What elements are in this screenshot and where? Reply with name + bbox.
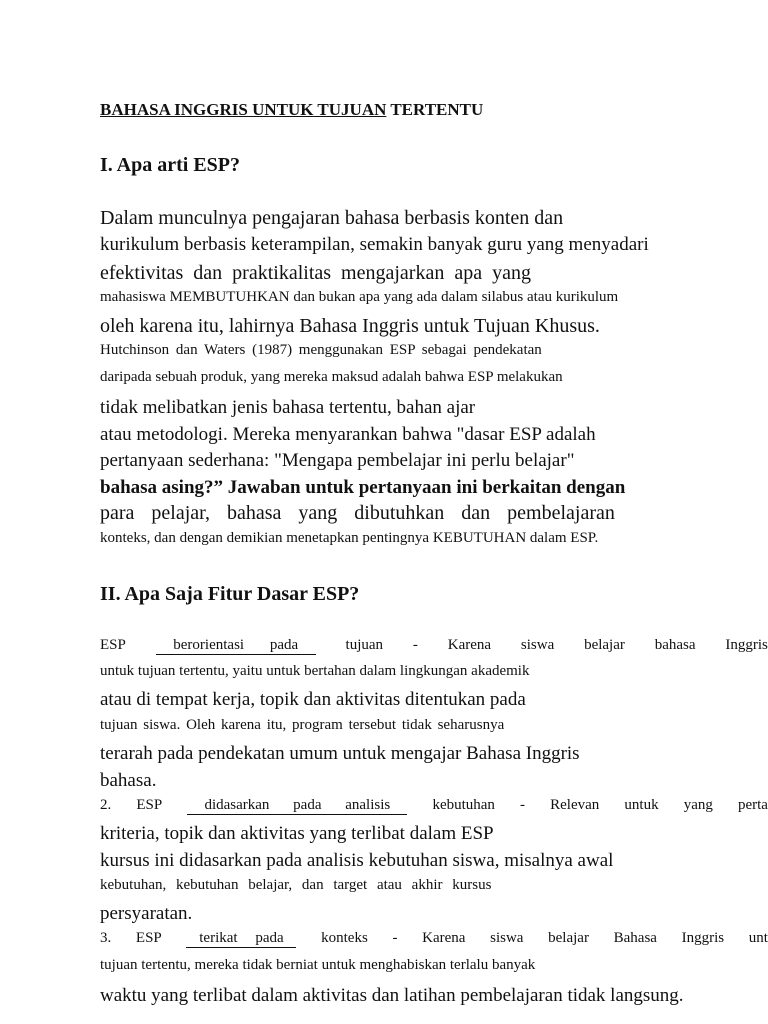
paragraph-line: para pelajar, bahasa yang dibutuhkan dan pembelajaran xyxy=(100,502,615,524)
paragraph-line: terarah pada pendekatan umum untuk mengajar Bahasa Inggris xyxy=(100,743,580,764)
word: siswa xyxy=(520,637,555,653)
paragraph-line: tidak melibatkan jenis bahasa tertentu, bahan ajar xyxy=(100,397,476,418)
paragraph-line: untuk tujuan tertentu, yaitu untuk bertahan dalam lingkungan akademik xyxy=(100,663,530,679)
paragraph-line: tujuan tertentu, mereka tidak berniat untuk menghabiskan terlalu banyak xyxy=(100,957,536,973)
paragraph-line: daripada sebuah produk, yang mereka maksud adalah bahwa ESP melakukan xyxy=(100,369,563,385)
title-underlined: BAHASA INGGRIS UNTUK TUJUAN xyxy=(100,100,387,119)
paragraph-line: atau metodologi. Mereka menyarankan bahwa "dasar ESP adalah xyxy=(100,424,596,445)
document-title xyxy=(100,101,483,118)
word: - xyxy=(520,797,526,813)
list-number: 2. xyxy=(100,797,112,813)
section-2-heading: II. Apa Saja Fitur Dasar ESP? xyxy=(100,583,360,605)
paragraph-line: persyaratan. xyxy=(100,903,193,924)
word: ESP xyxy=(100,637,126,653)
feature-3-term: terikat pada xyxy=(186,931,296,948)
paragraph-line: konteks, dan dengan demikian menetapkan pentingnya KEBUTUHAN dalam ESP. xyxy=(100,530,599,546)
word: yang xyxy=(683,797,713,813)
word: konteks xyxy=(321,930,368,946)
paragraph-line: Hutchinson dan Waters (1987) menggunakan ESP sebagai pendekatan xyxy=(100,342,542,358)
word: - xyxy=(392,930,398,946)
word: unt xyxy=(748,930,768,946)
paragraph-line-bold: bahasa asing?” Jawaban untuk pertanyaan ini berkaitan dengan xyxy=(100,477,626,498)
word: belajar xyxy=(548,930,589,946)
paragraph-line: kriteria, topik dan aktivitas yang terlibat dalam ESP xyxy=(100,823,494,844)
word: belajar xyxy=(584,637,625,653)
feature-2-term: didasarkan pada analisis xyxy=(187,798,407,815)
paragraph-line: kebutuhan, kebutuhan belajar, dan target atau akhir kursus xyxy=(100,877,492,893)
word: tujuan xyxy=(345,637,384,653)
word: Karena xyxy=(422,930,466,946)
paragraph-line: efektivitas dan praktikalitas mengajarkan apa yang xyxy=(100,262,531,284)
paragraph-line: pertanyaan sederhana: "Mengapa pembelajar ini perlu belajar" xyxy=(100,450,575,471)
paragraph-line: kurikulum berbasis keterampilan, semakin banyak guru yang menyadari xyxy=(100,234,649,255)
word: Relevan xyxy=(550,797,600,813)
paragraph-line xyxy=(100,208,574,228)
paragraph-line: bahasa. xyxy=(100,770,157,791)
paragraph-line: mahasiswa MEMBUTUHKAN dan bukan apa yang ada dalam silabus atau kurikulum xyxy=(100,289,619,305)
title-rest: TERTENTU xyxy=(386,100,484,119)
word: untuk xyxy=(624,797,659,813)
paragraph-line: kursus ini didasarkan pada analisis kebutuhan siswa, misalnya awal xyxy=(100,850,614,871)
word: ESP xyxy=(136,797,163,813)
word: kebutuhan xyxy=(432,797,495,813)
list-number: 3. xyxy=(100,930,112,946)
paragraph-line: waktu yang terlibat dalam aktivitas dan latihan pembelajaran tidak langsung. xyxy=(100,985,684,1006)
word: bahasa xyxy=(654,637,696,653)
feature-1-line xyxy=(100,638,768,655)
paragraph-line: tujuan siswa. Oleh karena itu, program tersebut tidak seharusnya xyxy=(100,717,505,733)
paragraph-line: oleh karena itu, lahirnya Bahasa Inggris untuk Tujuan Khusus. xyxy=(100,315,600,337)
word: Karena xyxy=(447,637,492,653)
word: perta xyxy=(737,797,768,813)
word: Inggris xyxy=(681,930,725,946)
section-1-heading: I. Apa arti ESP? xyxy=(100,154,241,176)
feature-1-term: berorientasi pada xyxy=(156,638,316,655)
word: siswa xyxy=(490,930,524,946)
word: Bahasa xyxy=(613,930,657,946)
feature-2-line xyxy=(100,798,768,815)
word: - xyxy=(412,637,418,653)
feature-3-line xyxy=(100,931,768,948)
line-text: Dalam munculnya pengajaran bahasa berbasis konten dan xyxy=(100,207,564,229)
word: ESP xyxy=(135,930,162,946)
paragraph-line: atau di tempat kerja, topik dan aktivitas ditentukan pada xyxy=(100,689,526,710)
word: Inggris xyxy=(725,637,768,653)
